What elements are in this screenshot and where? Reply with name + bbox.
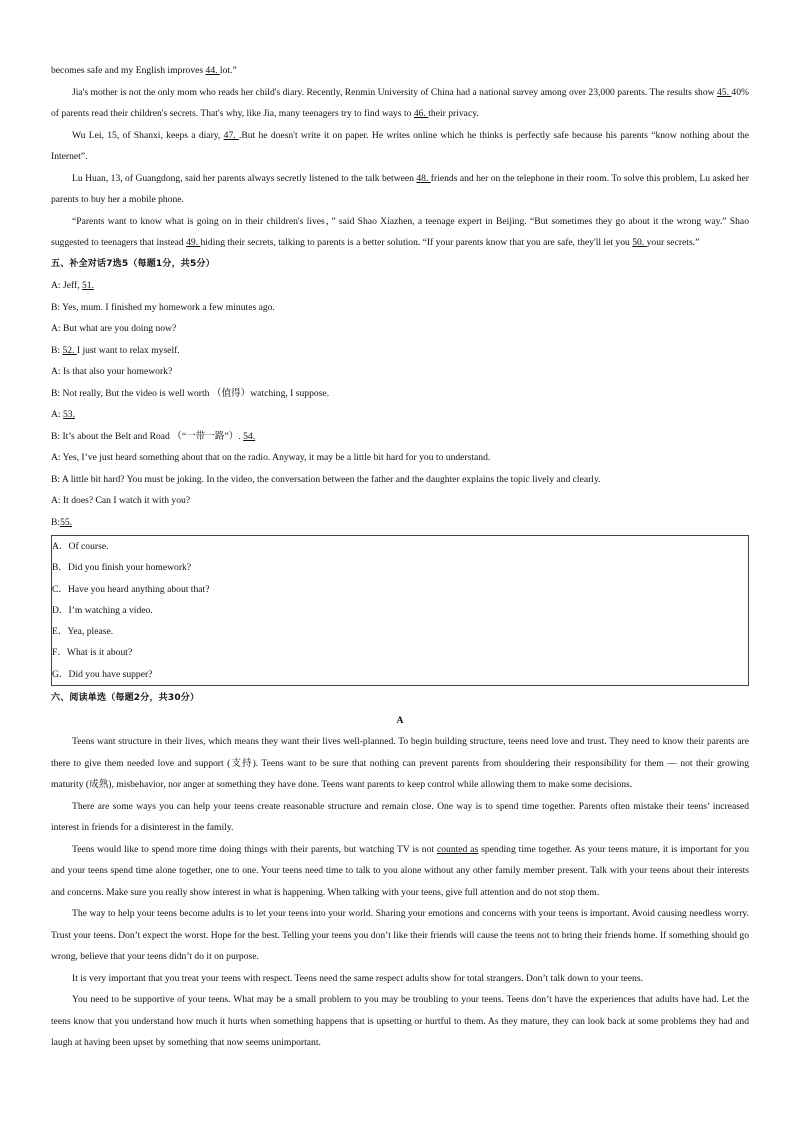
reading-paragraph: The way to help your teens become adults is to let your teens into your world. Sharing your emotions and concerns with your teens is important. Avoid causing needless worry. Trust your teens. Don’t expect the worst. Hope for the best. Telling your teens you don’t like their friends will cause the teens not to bring their friends home. If something should go wrong, believe that your teens didn’t do it on purpose. xyxy=(51,908,749,963)
section-title: 五、补全对话7选5（每题1分，共5分） xyxy=(51,258,215,269)
dialogue-line: A: Jeff, 51. xyxy=(51,280,94,291)
option-c: C．Have you heard anything about that? xyxy=(52,583,210,595)
reading-paragraph: There are some ways you can help your teens create reasonable structure and remain close. One way is to spend time together. Parents often mistake their teens’ increased interest in friends for a disinterest in the family. xyxy=(51,800,749,834)
option-f: F．What is it about? xyxy=(52,647,133,659)
section-title: 六、阅读单选（每题2分，共30分） xyxy=(51,693,200,704)
document-page xyxy=(51,60,749,1054)
dialogue-line: A: Is that also your homework? xyxy=(51,366,173,377)
passage-paragraph: Wu Lei, 15, of Shanxi, keeps a diary, 47. .But he doesn't write it on paper. He writes online which he thinks is perfectly safe because his parents “know nothing about the Internet”. xyxy=(51,129,750,162)
passage-line: becomes safe and my English improves 44. lot.” xyxy=(51,65,237,76)
blank-55[interactable]: 55. xyxy=(60,516,73,528)
blank-46[interactable]: 46. xyxy=(413,108,429,119)
dialogue-line: A: 53. xyxy=(51,409,75,420)
dialogue-line: B: A little bit hard? You must be joking. In the video, the conversation between the father and the daughter explains the topic lively and clearly. xyxy=(51,473,601,485)
option-d: D．I’m watching a video. xyxy=(52,604,153,616)
reading-paragraph: Teens would like to spend more time doing things with their parents, but watching TV is not counted as spending time together. As your teens mature, it is important for you and your teens spend time alone together, one to one. Your teens need time to talk to you alone without any other family member present. Talk with your teens about their interests and concerns. Make sure you really show interest in what is happening. When talking with your teens, give full attention and do not stop them. xyxy=(51,843,750,898)
dialogue-line: B: Not really, But the video is well worth （值得）watching, I suppose. xyxy=(51,387,330,399)
option-b: B．Did you finish your homework? xyxy=(52,562,192,574)
dialogue-line: B:55. xyxy=(51,516,73,528)
passage-paragraph: Lu Huan, 13, of Guangdong, said her parents always secretly listened to the talk between 48. friends and her on the telephone in their room. To solve this problem, Lu asked her parents to buy her a mobile phone. xyxy=(51,172,749,205)
blank-44[interactable]: 44. xyxy=(205,65,220,76)
blank-49[interactable]: 49. xyxy=(186,237,201,248)
reading-paragraph: It is very important that you treat your teens with respect. Teens need the same respect adults show for total strangers. Don’t talk down to your teens. xyxy=(72,972,643,984)
blank-54[interactable]: 54. xyxy=(243,430,256,442)
blank-45[interactable]: 45. xyxy=(717,86,732,98)
underlined-phrase: counted as xyxy=(436,843,479,855)
blank-53[interactable]: 53. xyxy=(63,409,75,420)
blank-52[interactable]: 52. xyxy=(62,344,77,356)
reading-paragraph: You need to be supportive of your teens. What may be a small problem to you may be troubling to your teens. Teens don’t have the experiences that adults have had. Let the teens know that you understand how much it hurts when something happens that is upsetting or hurtful to them. As they mature, they can look back at some problems they had and laugh at having been upset by something that now seems unimportant. xyxy=(51,994,749,1049)
option-e: E．Yea, please. xyxy=(52,626,114,638)
blank-48[interactable]: 48. xyxy=(416,172,431,184)
option-g: G．Did you have supper? xyxy=(52,668,153,680)
dialogue-line: B: Yes, mum. I finished my homework a few minutes ago. xyxy=(51,301,275,313)
dialogue-line: B: 52. I just want to relax myself. xyxy=(51,344,180,356)
dialogue-line: A: But what are you doing now? xyxy=(51,323,177,334)
blank-50[interactable]: 50. xyxy=(632,237,647,248)
dialogue-line: A: Yes, I’ve just heard something about that on the radio. Anyway, it may be a little bit hard for you to understand. xyxy=(51,452,491,463)
dialogue-line: B: It’s about the Belt and Road （“一带一路”）. 54. xyxy=(51,430,256,442)
dialogue-line: A: It does? Can I watch it with you? xyxy=(51,495,191,506)
options-box xyxy=(51,535,749,686)
passage-paragraph: Jia's mother is not the only mom who reads her child's diary. Recently, Renmin University of China had a national survey among over 23,000 parents. The results show 45. 40% of parents read their children's secrets. That's why, like Jia, many teenagers try to find ways to 46. their privacy. xyxy=(51,86,749,119)
blank-51[interactable]: 51. xyxy=(82,280,94,291)
blank-47[interactable]: 47. xyxy=(223,129,239,141)
passage-paragraph: “Parents want to know what is going on in their children's lives，” said Shao Xiazhen, a teenage expert in Beijing. “But sometimes they go about it the wrong way.” Shao suggested to teenagers that instead 49. hiding their secrets, talking to parents is a better solution. “If your parents know that you are safe, they'll let you 50. your secrets.” xyxy=(51,215,749,248)
passage-label: A xyxy=(396,714,404,726)
option-a: A．Of course. xyxy=(52,541,109,552)
reading-paragraph: Teens want structure in their lives, which means they want their lives well-planned. To begin building structure, teens need love and trust. They need to know their parents are there to give them needed love and support (支持). Teens want to be sure that nothing can prevent parents from shouldering their responsibility for them — not their growing maturity (成熟), misbehavior, nor anger at something they have done. Teens want parents to keep control while allowing them to make some decisions. xyxy=(51,736,749,791)
